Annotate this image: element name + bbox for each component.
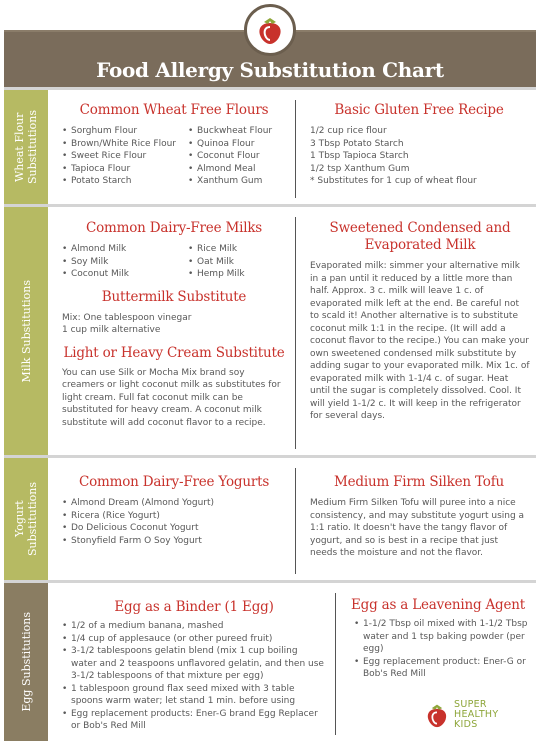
list-item: • 1-1/2 Tbsp oil mixed with 1-1/2 Tbsp water and 1 tsp baking powder (per egg) [354,618,528,656]
egg-leavening-list [348,618,528,681]
milk-section [4,204,536,455]
silken-tofu-panel [310,458,528,580]
list-item: • Almond Meal [188,163,272,176]
dairy-free-milks-list-1 [62,243,188,281]
list-item: • Brown/White Rice Flour [62,138,188,151]
list-item: • Sweet Rice Flour [62,150,188,163]
strawberry-logo [244,4,296,56]
condensed-milk-title: Sweetened Condensed and Evaporated Milk [329,220,511,253]
divider [335,593,336,735]
recipe-line: 1/2 cup rice flour [310,126,387,136]
wheat-flours-panel [56,90,292,204]
egg-leavening-title: Egg as a Leavening Agent [351,597,525,613]
divider [295,468,296,574]
wheat-tab [4,90,48,204]
recipe-line: 1 Tbsp Tapioca Starch [310,151,409,161]
egg-tab [4,583,48,741]
brand-line: HEALTHY [454,709,499,720]
egg-binder-list [56,620,332,733]
list-item: • Quinoa Flour [188,138,272,151]
recipe-line: 1/2 tsp Xanthum Gum [310,163,410,174]
list-item: • 1 tablespoon ground flax seed mixed with 3 table spoons warm water; let stand 1 min. before using [62,683,326,708]
list-item: • Soy Milk [62,256,188,269]
gluten-free-recipe-panel [310,90,528,204]
wheat-flours-list-1 [62,125,188,188]
condensed-milk-panel [310,207,530,455]
list-item: • Egg replacement products: Ener-G brand Egg Replacer or Bob's Red Mill [62,708,326,733]
list-item: • Buckwheat Flour [188,125,272,138]
cream-substitute-text: You can use Silk or Mocha Mix brand soy creamers or light coconut milk as substitutes for light cream. Full fat coconut milk can be substituted for heavy cream. A coconut milk substitute will add coconut flavor to a recipe. [62,367,281,428]
page-title: Food Allergy Substitution Chart [96,58,444,82]
gluten-free-recipe-title: Basic Gluten Free Recipe [334,102,504,118]
super-healthy-kids-logo [424,700,498,730]
wheat-flours-title: Common Wheat Free Flours [79,102,269,118]
list-item: • Egg replacement product: Ener-G or Bob's Red Mill [354,656,528,681]
list-item: • 1/2 of a medium banana, mashed [62,620,326,633]
buttermilk-line: Mix: One tablespoon vinegar [62,312,192,323]
strawberry-icon [424,701,450,729]
dairy-free-yogurts-title: Common Dairy-Free Yogurts [78,474,270,490]
egg-binder-panel [56,583,332,741]
dairy-free-yogurts-panel [56,458,292,580]
silken-tofu-title: Medium Firm Silken Tofu [333,474,504,490]
egg-binder-title: Egg as a Binder (1 Egg) [114,599,274,615]
list-item: • Coconut Milk [62,268,188,281]
dairy-free-milks-title: Common Dairy-Free Milks [85,220,263,236]
list-item: • Ricera (Rice Yogurt) [62,510,292,523]
list-item: • Xanthum Gum [188,175,272,188]
list-item: • Tapioca Flour [62,163,188,176]
list-item: • Sorghum Flour [62,125,188,138]
milk-tab-label: Milk Substitutions [19,279,33,383]
wheat-section [4,87,536,204]
buttermilk-title: Buttermilk Substitute [101,288,247,305]
brand-line: SUPER [454,699,487,710]
divider [295,100,296,198]
dairy-free-milks-panel [56,207,292,455]
recipe-line: * Substitutes for 1 cup of wheat flour [310,176,477,186]
cream-substitute-title: Light or Heavy Cream Substitute [63,344,285,361]
list-item: • Stonyfield Farm O Soy Yogurt [62,535,292,548]
silken-tofu-text: Medium Firm Silken Tofu will puree into a nice consistency, and may substitute yogurt using a 1:1 ratio. It doesn't have the tangy flavor of yogurt, and so is best in a recipe that just needs the moisture and not the flavor. [310,498,525,558]
list-item: • Oat Milk [188,256,245,269]
condensed-milk-text: Evaporated milk: simmer your alternative milk in a pan until it reduced by a little more than half. Approx. 3 c. milk will leave 1 c. of evaporated milk left at the end. Be careful not to scald it! Another alternative is to substitute coconut milk 1:1 in the recipe. (It will add a coconut flavor to the recipe.) You can make your own sweetened condensed milk substitute by adding sugar to your evaporated milk. Mix 1c. of evaporated milk with 1-1/4 c. of sugar. Heat until the sugar is completely dissolved. Cool. It will yield 1-1/2 c. It will keep in the refrigerator for several days. [310,261,530,421]
list-item: • Potato Starch [62,175,188,188]
list-item: • 3-1/2 tablespoons gelatin blend (mix 1 cup boiling water and 2 teaspoons unflavored gelatin, and then use 3-1/2 tablespoons of that mixture per egg) [62,645,326,683]
recipe-line: 3 Tbsp Potato Starch [310,138,404,149]
list-item: • 1/4 cup of applesauce (or other pureed fruit) [62,633,326,646]
yogurt-tab [4,458,48,580]
brand-line: KIDS [454,719,478,730]
yogurt-section [4,455,536,580]
dairy-free-milks-list-2 [188,243,245,281]
strawberry-icon [255,14,285,46]
yogurt-tab-label: Yogurt Substitutions [13,481,39,557]
egg-tab-label: Egg Substitutions [19,612,33,712]
list-item: • Almond Milk [62,243,188,256]
list-item: • Do Delicious Coconut Yogurt [62,522,292,535]
divider [295,217,296,449]
list-item: • Almond Dream (Almond Yogurt) [62,497,292,510]
wheat-tab-label: Wheat Flour Substitutions [13,109,39,185]
list-item: • Coconut Flour [188,150,272,163]
list-item: • Hemp Milk [188,268,245,281]
wheat-flours-list-2 [188,125,272,188]
milk-tab [4,207,48,455]
list-item: • Rice Milk [188,243,245,256]
dairy-free-yogurts-list [56,497,292,547]
buttermilk-line: 1 cup milk alternative [62,325,161,335]
